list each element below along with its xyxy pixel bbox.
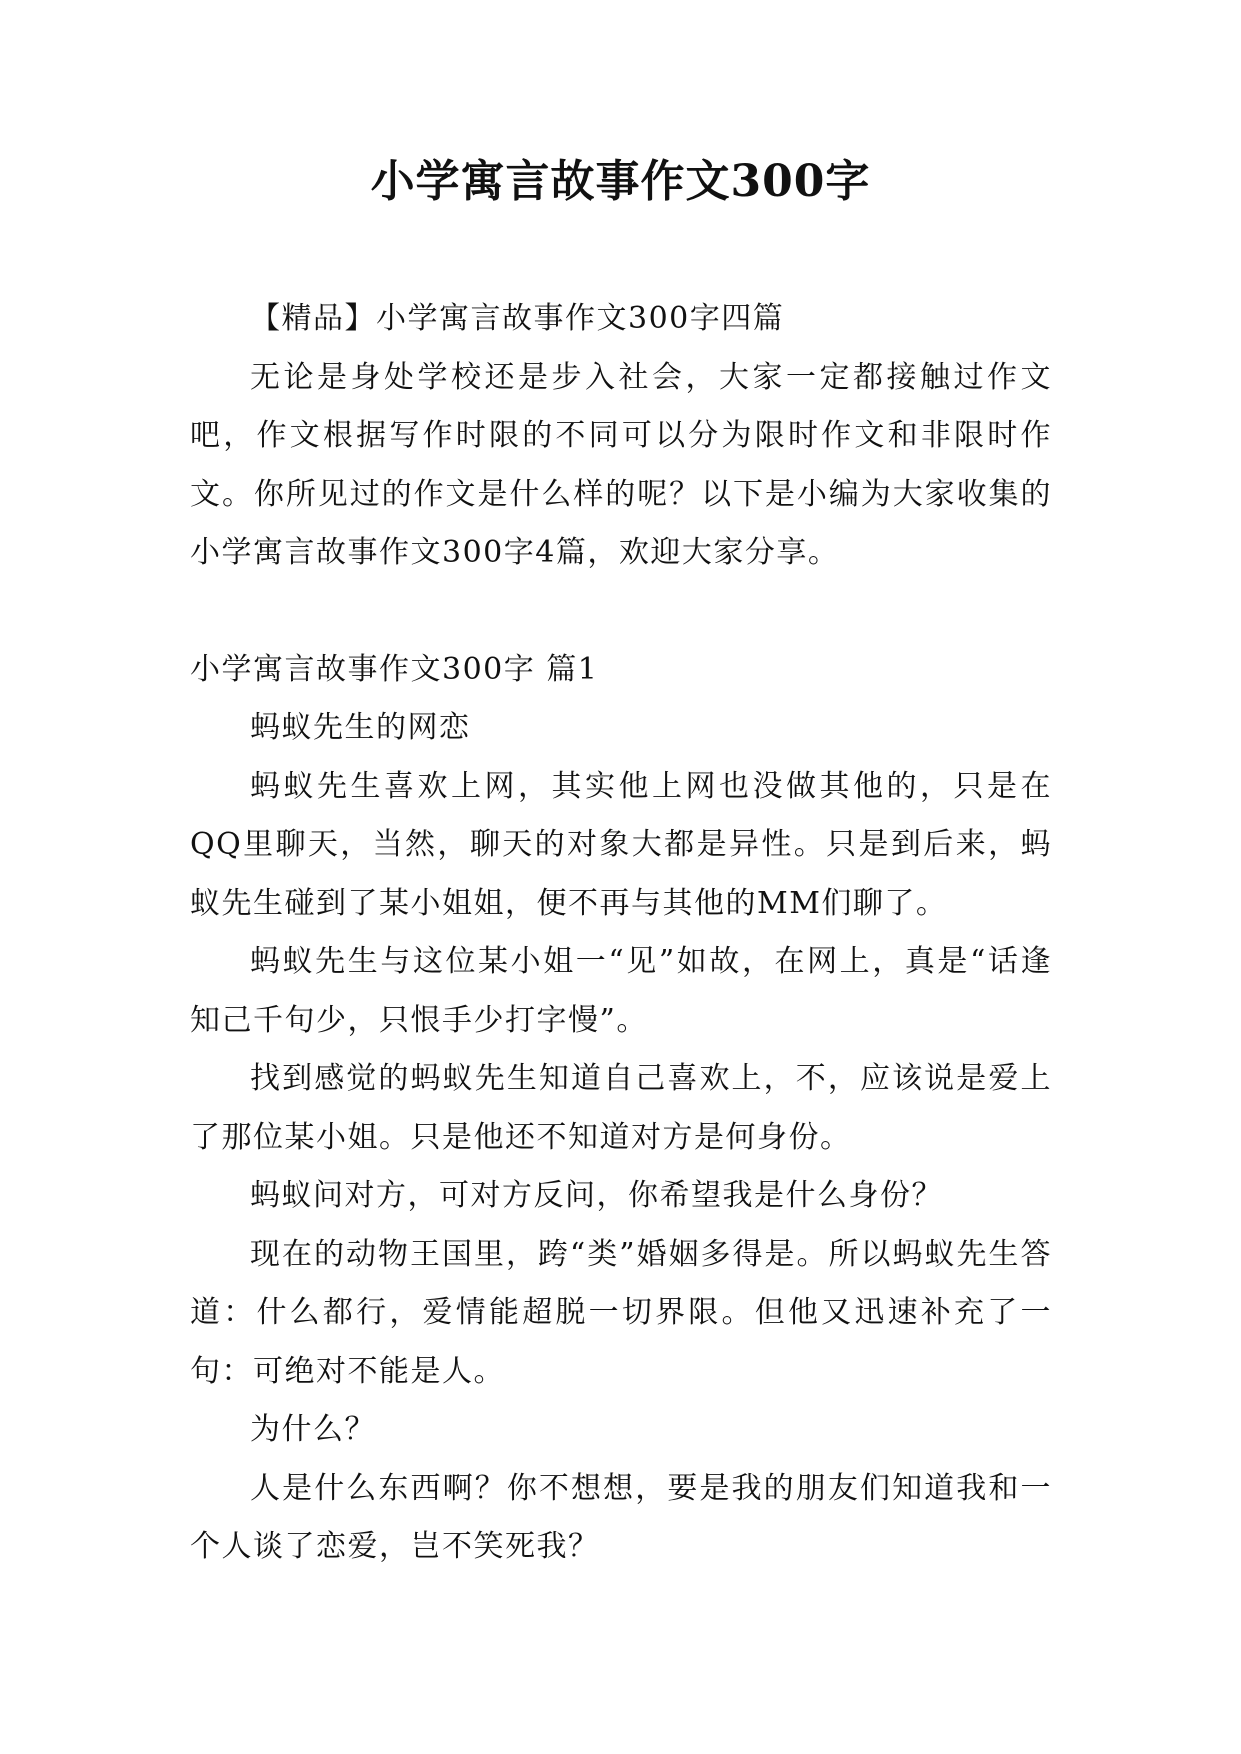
- story-paragraph: 现在的动物王国里，跨“类”婚姻多得是。所以蚂蚁先生答道：什么都行，爱情能超脱一切界限。但他又迅速补充了一句：可绝对不能是人。: [190, 1236, 1052, 1389]
- document-title: 小学寓言故事作文300字: [370, 156, 871, 207]
- intro-paragraph: 无论是身处学校还是步入社会，大家一定都接触过作文吧，作文根据写作时限的不同可以分为限时作文和非限时作文。你所见过的作文是什么样的呢？以下是小编为大家收集的小学寓言故事作文300字4篇，欢迎大家分享。: [190, 359, 1052, 570]
- story-paragraph: 蚂蚁先生与这位某小姐一“见”如故，在网上，真是“话逢知己千句少，只恨手少打字慢”。: [190, 944, 1052, 1038]
- document-subtitle: 【精品】小学寓言故事作文300字四篇: [250, 301, 785, 336]
- story-title: 蚂蚁先生的网恋: [250, 710, 471, 745]
- section-heading: 小学寓言故事作文300字 篇1: [190, 651, 599, 687]
- document-body: [190, 290, 1052, 1577]
- story-paragraph: 找到感觉的蚂蚁先生知道自己喜欢上，不，应该说是爱上了那位某小姐。只是他还不知道对方是何身份。: [190, 1061, 1052, 1155]
- story-paragraph: 人是什么东西啊？你不想想，要是我的朋友们知道我和一个人谈了恋爱，岂不笑死我？: [190, 1470, 1052, 1564]
- story-paragraph: 蚂蚁先生喜欢上网，其实他上网也没做其他的，只是在QQ里聊天，当然，聊天的对象大都是异性。只是到后来，蚂蚁先生碰到了某小姐姐，便不再与其他的MM们聊了。: [190, 768, 1052, 921]
- story-paragraph: 蚂蚁问对方，可对方反问，你希望我是什么身份？: [250, 1178, 943, 1213]
- story-paragraph: 为什么？: [250, 1412, 376, 1447]
